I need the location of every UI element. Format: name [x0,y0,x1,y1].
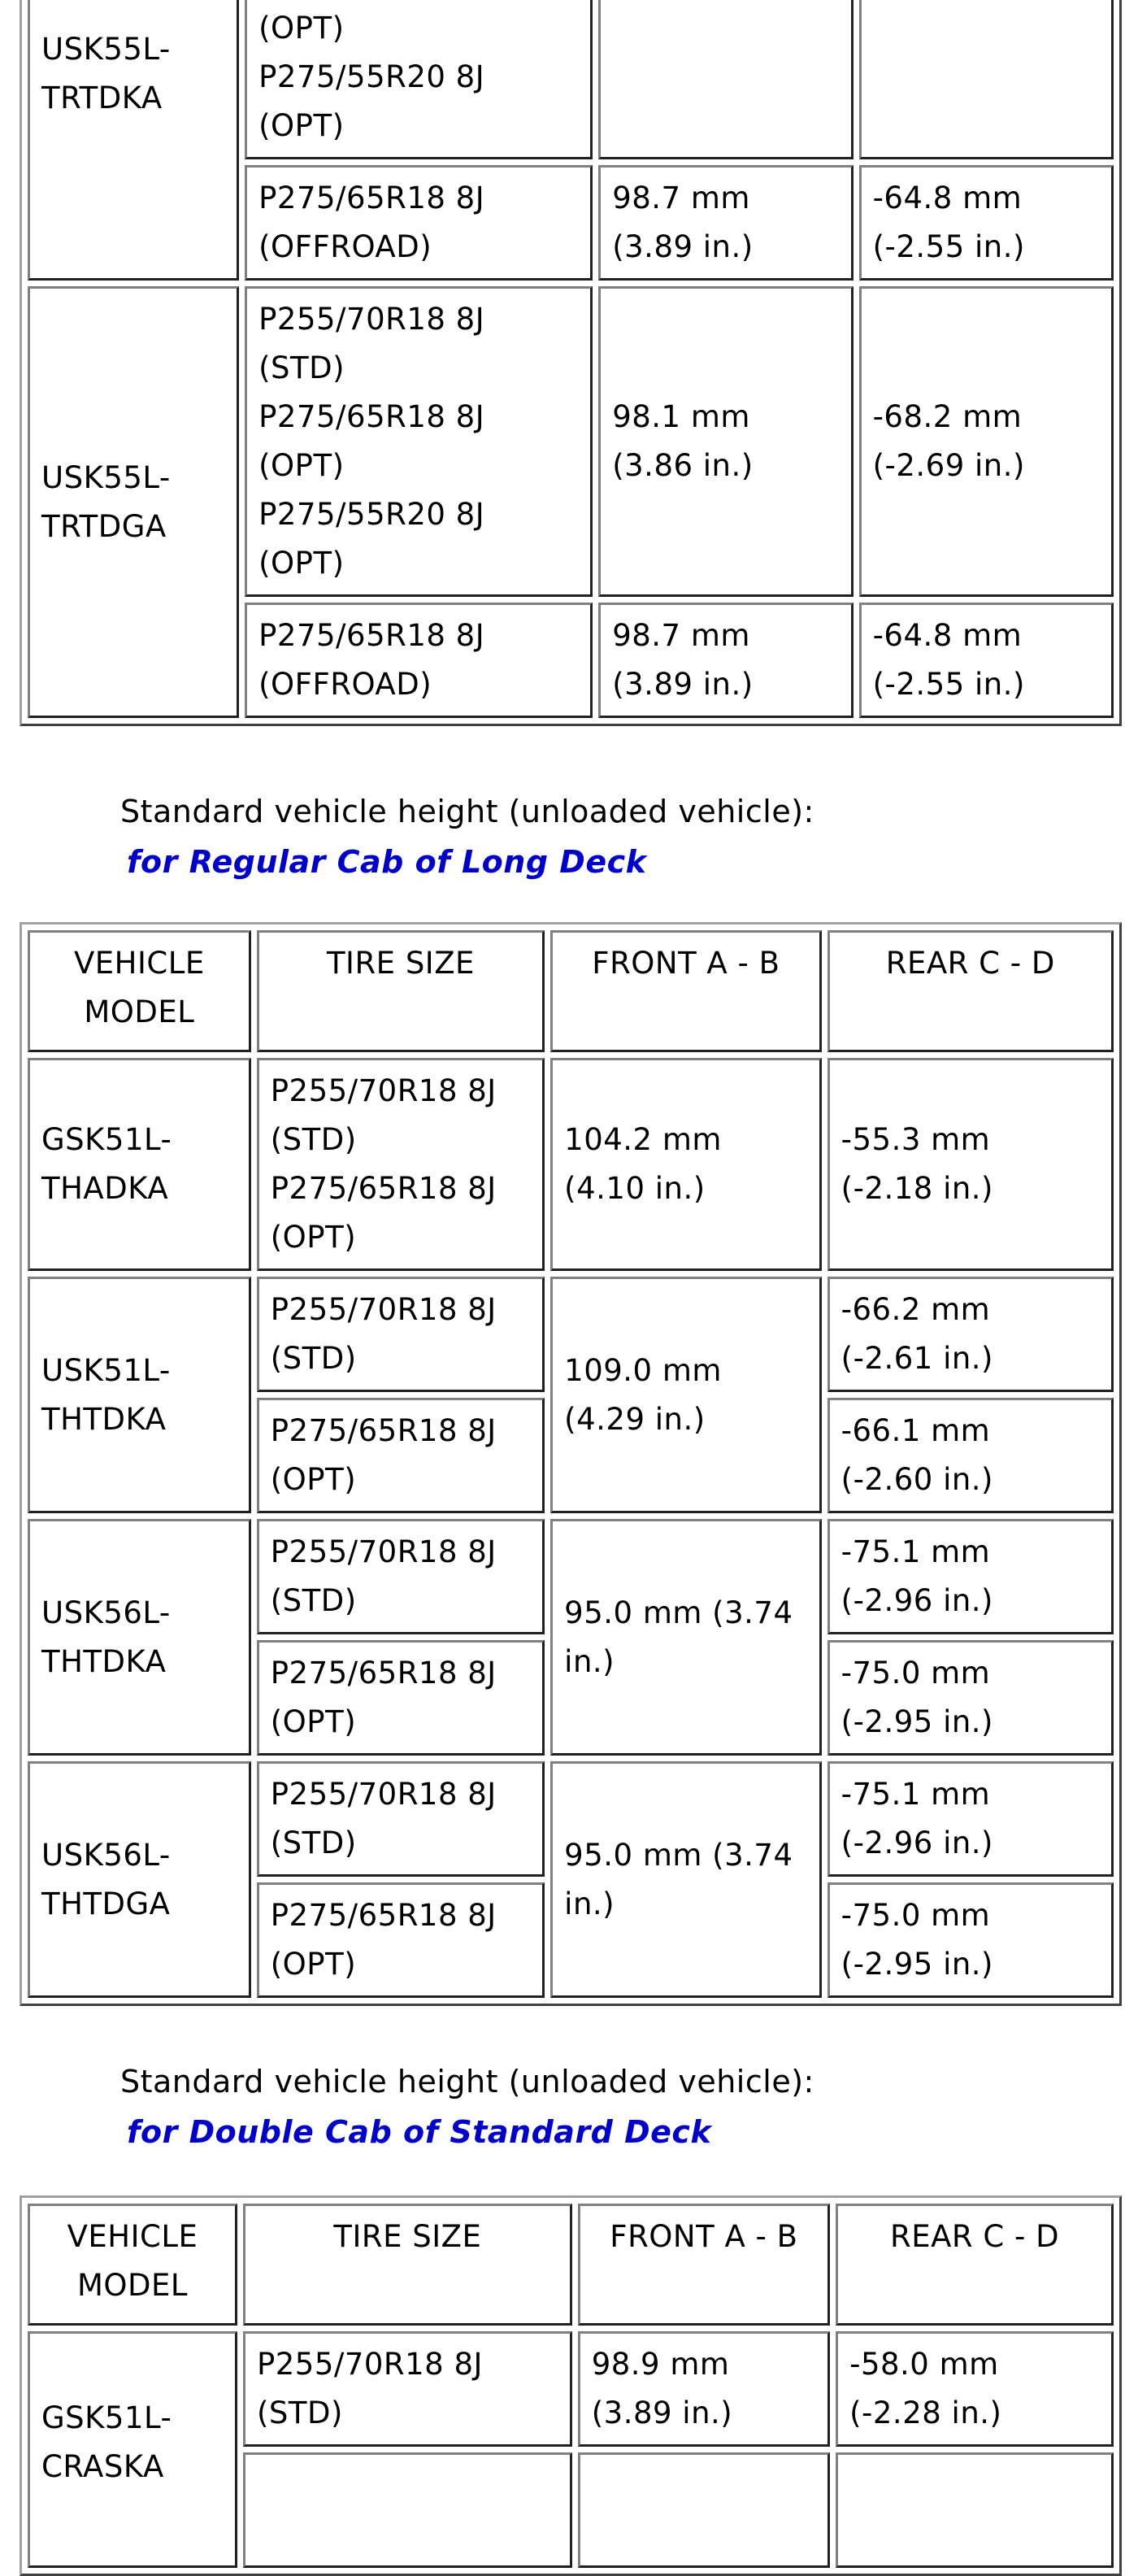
section-heading: Standard vehicle height (unloaded vehicle): [120,2064,814,2100]
rear-in: (-2.28 in.) [849,2395,1002,2430]
rear-value-cell [859,603,1114,718]
tire-line: (OPT) [270,1947,357,1982]
column-header-rear: REAR C - D [836,2204,1114,2326]
rear-value-cell [827,1519,1114,1634]
rear-in: (-2.55 in.) [872,229,1025,264]
rear-mm: -68.2 mm [872,399,1023,434]
tire-line: (STD) [258,350,345,385]
rear-in: (-2.60 in.) [840,1462,993,1497]
header-text: MODEL [84,994,195,1029]
rear-in: (-2.95 in.) [840,1704,993,1739]
column-header-front: FRONT A - B [550,930,821,1052]
tire-size-cell [245,603,593,718]
model-name: USK56L- [41,1595,171,1630]
tire-line: (OPT) [270,1220,357,1255]
front-value-cell [550,1277,821,1513]
model-code: TRTDKA [41,80,163,115]
column-header-front: FRONT A - B [578,2204,830,2326]
rear-in: (-2.69 in.) [872,448,1025,483]
model-cell [28,0,239,281]
table-row [28,286,1114,597]
rear-mm: -75.1 mm [840,1777,991,1812]
model-name: GSK51L- [41,2400,172,2435]
model-cell [28,2331,237,2568]
tire-line: P255/70R18 8J [270,1534,497,1569]
model-code: THTDKA [41,1401,167,1437]
tire-line: (OPT) [270,1704,357,1739]
column-header-model [28,2204,237,2326]
rear-in: (-2.95 in.) [840,1947,993,1982]
rear-value-cell [827,1761,1114,1877]
table-header-row [28,930,1114,1052]
tire-line: (STD) [270,1825,357,1860]
table-row [28,0,1114,159]
tire-line: (OPT) [258,448,345,483]
rear-mm: -64.8 mm [872,181,1023,215]
table-row [28,1058,1114,1271]
tire-line: P255/70R18 8J [258,302,485,337]
header-text: VEHICLE [73,946,205,981]
front-value-cell [598,165,853,281]
tire-line: (OPT) [258,108,345,143]
section-subheading: for Double Cab of Standard Deck [127,2114,712,2150]
header-text: MODEL [76,2268,188,2303]
tire-line: (OFFROAD) [258,229,432,264]
rear-value-cell [827,1398,1114,1513]
rear-value-cell [827,1277,1114,1392]
tire-line: P275/55R20 8J [258,59,485,94]
tire-size-cell [257,1519,545,1634]
table-row [28,1761,1114,1877]
table-row [28,1519,1114,1634]
model-code: THTDGA [41,1886,171,1921]
model-cell [28,1519,251,1756]
rear-value-cell [827,1640,1114,1756]
tire-line: (OFFROAD) [258,667,432,702]
tire-line: P275/65R18 8J [270,1656,497,1690]
tire-line: P255/70R18 8J [270,1292,497,1327]
front-mm: 98.1 mm [612,399,750,434]
model-code: THADKA [41,1171,169,1206]
tire-line: P275/65R18 8J [270,1171,497,1206]
rear-value-cell [859,165,1114,281]
tire-size-cell [245,165,593,281]
rear-mm: -75.0 mm [840,1656,991,1690]
model-cell [28,1277,251,1513]
tire-line: P275/65R18 8J [258,618,485,653]
front-in: (3.89 in.) [612,229,754,264]
table-row [28,2331,1114,2447]
rear-value-cell [827,1882,1114,1998]
rear-value-cell [827,1058,1114,1271]
model-name: USK56L- [41,1837,171,1873]
tire-size-cell [245,0,593,159]
rear-value-cell [836,2452,1114,2568]
front-mm: 98.7 mm [612,618,750,653]
model-cell [28,1761,251,1998]
model-cell [28,286,239,718]
tire-line: P275/65R18 8J [258,399,485,434]
section-heading: Standard vehicle height (unloaded vehicle): [120,794,814,829]
tire-size-cell [245,286,593,597]
rear-mm: -64.8 mm [872,618,1023,653]
column-header-rear: REAR C - D [827,930,1114,1052]
tire-line: P255/70R18 8J [270,1777,497,1812]
table-row [28,1277,1114,1392]
front-value-cell [550,1761,821,1998]
model-name: USK51L- [41,1352,171,1388]
model-code: THTDKA [41,1643,167,1679]
column-header-tire-size: TIRE SIZE [257,930,545,1052]
tire-size-cell [257,1277,545,1392]
tire-line: P275/65R18 8J [270,1413,497,1448]
front-value-cell [578,2452,830,2568]
front-mm: 98.7 mm [612,181,750,215]
tire-size-cell [243,2452,572,2568]
front-value-cell [598,603,853,718]
front-in: (3.86 in.) [612,448,754,483]
front-value-cell [550,1058,821,1271]
tire-line: P275/55R20 8J [258,497,485,532]
tire-size-cell [257,1058,545,1271]
model-name: USK55L- [41,459,171,495]
tire-line: (OPT) [258,11,345,46]
tire-line: P275/65R18 8J [258,181,485,215]
section-subheading: for Regular Cab of Long Deck [127,844,647,880]
front-in: (4.29 in.) [564,1401,706,1437]
rear-mm: -75.1 mm [840,1534,991,1569]
front-value-cell [578,2331,830,2447]
rear-mm: -66.2 mm [840,1292,991,1327]
tire-line: (STD) [270,1583,357,1618]
height-table-regular-cab-standard-deck [20,0,1122,726]
tire-size-cell [243,2331,572,2447]
front-mm: 109.0 mm [564,1352,722,1388]
front-in: (3.89 in.) [612,667,754,702]
rear-value-cell [859,286,1114,597]
tire-line: (OPT) [258,546,345,581]
rear-mm: -55.3 mm [840,1122,991,1157]
rear-mm: -58.0 mm [849,2347,999,2382]
tire-size-cell [257,1761,545,1877]
front-mm: 95.0 mm (3.74 [564,1837,793,1873]
front-in: (3.89 in.) [591,2395,733,2430]
tire-line: P255/70R18 8J [256,2347,483,2382]
rear-mm: -66.1 mm [840,1413,991,1448]
tire-line: (OPT) [270,1462,357,1497]
table-header-row [28,2204,1114,2326]
model-name: USK55L- [41,32,171,67]
model-code: TRTDGA [41,508,167,544]
rear-in: (-2.61 in.) [840,1341,993,1376]
tire-line: P255/70R18 8J [270,1073,497,1108]
tire-line: P275/65R18 8J [270,1898,497,1933]
front-mm: 95.0 mm (3.74 [564,1595,793,1630]
rear-mm: -75.0 mm [840,1898,991,1933]
model-code: CRASKA [41,2449,164,2484]
header-text: VEHICLE [67,2219,198,2254]
column-header-tire-size: TIRE SIZE [243,2204,572,2326]
model-cell [28,1058,251,1271]
tire-size-cell [257,1640,545,1756]
front-value-cell [550,1519,821,1756]
height-table-double-cab-standard-deck [20,2195,1122,2576]
front-value-cell [598,0,853,159]
front-mm: 104.2 mm [564,1122,722,1157]
tire-line: (STD) [270,1122,357,1157]
rear-in: (-2.55 in.) [872,667,1025,702]
front-value-cell [598,286,853,597]
rear-value-cell [836,2331,1114,2447]
front-in: in.) [564,1643,615,1679]
rear-in: (-2.96 in.) [840,1825,993,1860]
tire-line: (STD) [270,1341,357,1376]
rear-in: (-2.18 in.) [840,1171,993,1206]
front-in: in.) [564,1886,615,1921]
tire-size-cell [257,1882,545,1998]
model-name: GSK51L- [41,1122,172,1157]
rear-value-cell [859,0,1114,159]
height-table-regular-cab-long-deck [20,922,1122,2006]
column-header-model [28,930,251,1052]
front-in: (4.10 in.) [564,1171,706,1206]
rear-in: (-2.96 in.) [840,1583,993,1618]
front-mm: 98.9 mm [591,2347,730,2382]
tire-size-cell [257,1398,545,1513]
tire-line: (STD) [256,2395,343,2430]
